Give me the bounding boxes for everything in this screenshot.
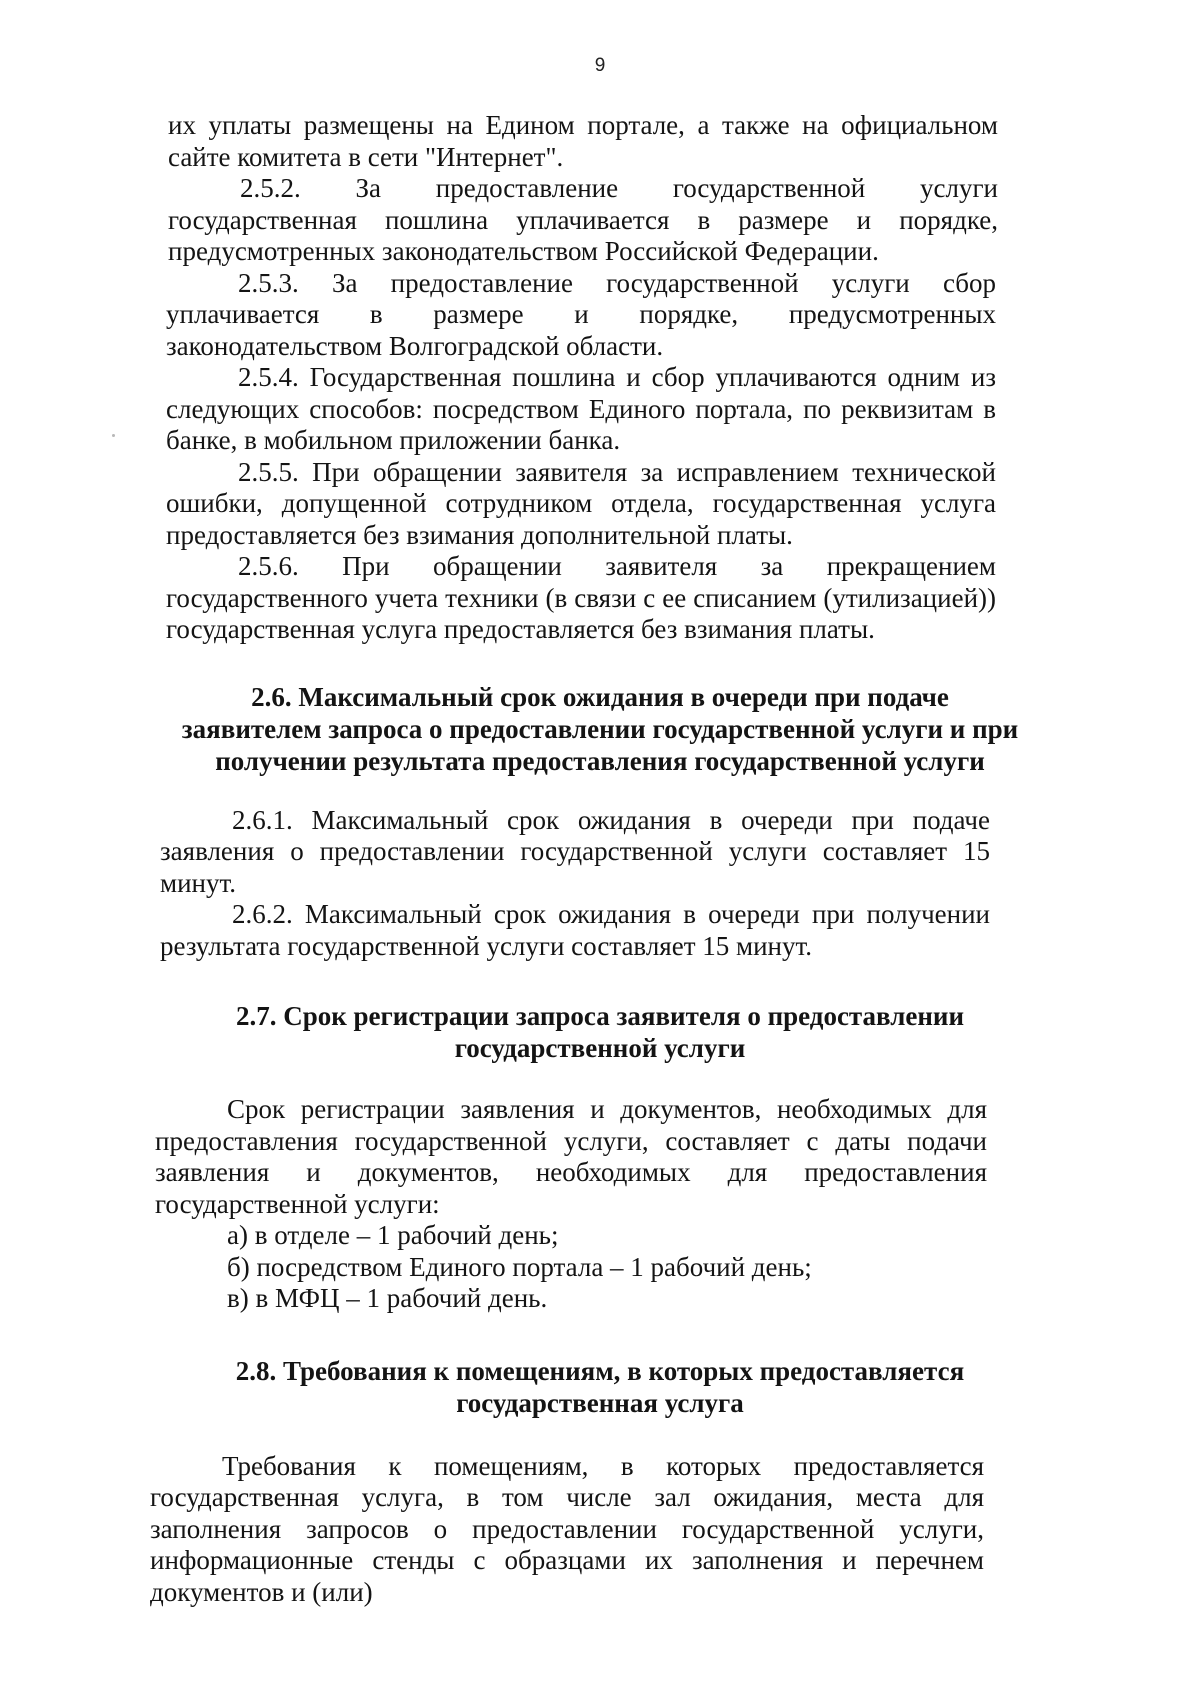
section-2-7-heading: [150, 1000, 1050, 1064]
paragraph-2-6-2: 2.6.2. Максимальный срок ожидания в очереди при получении результата государственной услуги составляет 15 минут.: [160, 899, 990, 961]
heading-2-7-line-2: государственной услуги: [454, 1033, 746, 1063]
section-2-5-part2: [166, 268, 996, 646]
section-2-8-body: [150, 1451, 984, 1609]
paragraph-2-5-5: 2.5.5. При обращении заявителя за исправлением технической ошибки, допущенной сотрудником отдела, государственная услуга предоставляется без взимания дополнительной платы.: [166, 456, 996, 550]
heading-2-6-line-1: 2.6. Максимальный срок ожидания в очереди при подаче: [251, 681, 949, 712]
section-2-5: [168, 110, 998, 268]
section-2-7-body: [155, 1094, 987, 1315]
paragraph-2-6-1: 2.6.1. Максимальный срок ожидания в очереди при подаче заявления о предоставлении государственной услуги составляет 15 минут.: [160, 804, 990, 898]
section-2-8-heading: [150, 1355, 1050, 1419]
heading-2-8-line-2: государственная услуга: [456, 1387, 744, 1418]
page-number: 9: [594, 55, 606, 76]
section-2-6-heading: [150, 681, 1050, 777]
list-item-c: в) в МФЦ – 1 рабочий день.: [227, 1283, 548, 1313]
heading-2-8-line-1: 2.8. Требования к помещениям, в которых предоставляется: [235, 1355, 965, 1386]
paragraph-2-5-1-continuation: их уплаты размещены на Едином портале, а также на официальном сайте комитета в сети "Интернет".: [168, 110, 998, 172]
paragraph-2-8: Требования к помещениям, в которых предоставляется государственная услуга, в том числе зал ожидания, места для заполнения запросов о предоставлении государственной услуги, информационные стенды с образцами их заполнения и перечнем документов и (или): [150, 1450, 984, 1607]
heading-2-7-line-1: 2.7. Срок регистрации запроса заявителя о предоставлении: [235, 1001, 965, 1031]
paragraph-2-5-4: 2.5.4. Государственная пошлина и сбор уплачиваются одним из следующих способов: посредством Единого портала, по реквизитам в банке, в мобильном приложении банка.: [166, 362, 996, 455]
paragraph-2-5-2: 2.5.2. За предоставление государственной услуги государственная пошлина уплачивается в размере и порядке, предусмотренных законодательством Российской Федерации.: [168, 173, 998, 266]
heading-2-6-line-3: получении результата предоставления государственной услуги: [215, 745, 985, 776]
paragraph-2-5-3: 2.5.3. За предоставление государственной услуги сбор уплачивается в размере и порядке, предусмотренных законодательством Волгоградской области.: [166, 267, 996, 361]
paragraph-2-7-intro: Срок регистрации заявления и документов, необходимых для предоставления государственной услуги, составляет с даты подачи заявления и документов, необходимых для предоставления государственной услуги:: [155, 1094, 987, 1219]
section-2-6-body: [160, 805, 990, 963]
document-body: [0, 110, 1200, 1608]
paragraph-2-5-6: 2.5.6. При обращении заявителя за прекращением государственного учета техники (в связи с ее списанием (утилизацией)) государственная услуга предоставляется без взимания платы.: [166, 551, 996, 644]
heading-2-6-line-2: заявителем запроса о предоставлении государственной услуги и при: [181, 713, 1019, 744]
list-item-a: а) в отделе – 1 рабочий день;: [227, 1220, 559, 1250]
list-item-b: б) посредством Единого портала – 1 рабочий день;: [227, 1251, 812, 1282]
